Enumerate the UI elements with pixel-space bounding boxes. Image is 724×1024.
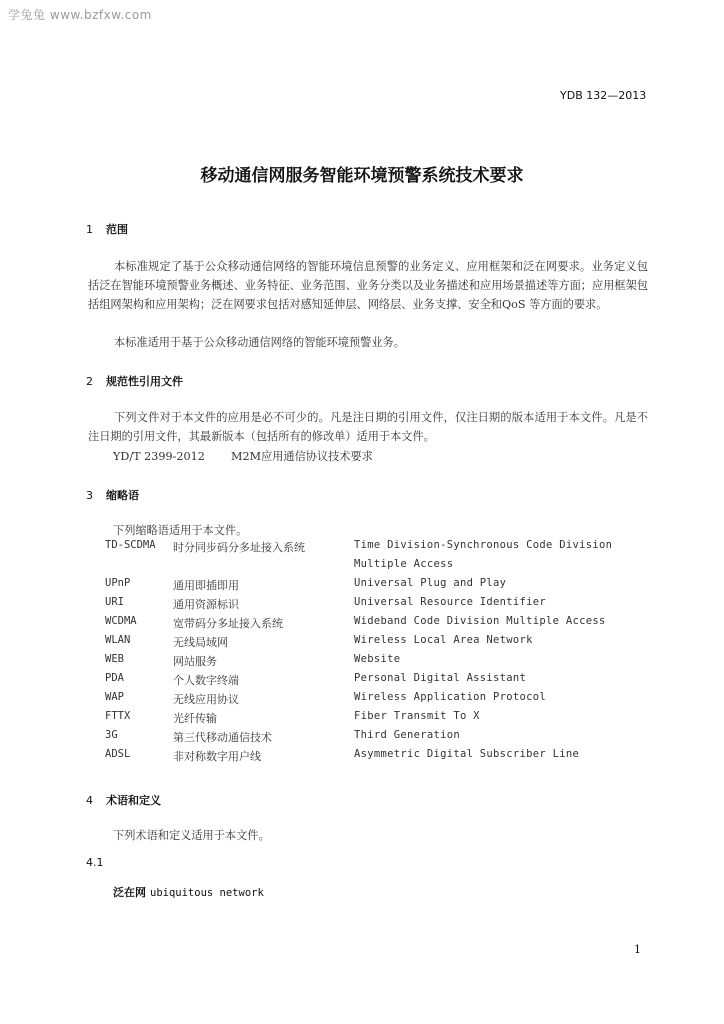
abbreviation-cell: WCDMA	[105, 615, 137, 627]
abbreviations-table	[105, 539, 640, 767]
chinese-term-cell: 通用即插即用	[173, 579, 239, 592]
section-1-title: 范围	[106, 223, 128, 236]
chinese-term-cell: 无线局域网	[173, 636, 228, 649]
section-2-number: 2	[86, 375, 93, 388]
abbreviation-row	[105, 729, 640, 748]
abbreviation-row	[105, 672, 640, 691]
abbreviation-cell: FTTX	[105, 710, 131, 722]
scope-paragraph-2: 本标准适用于基于公众移动通信网络的智能环境预警业务。	[114, 336, 405, 349]
chinese-term-cell	[173, 558, 354, 577]
section-3-title: 缩略语	[106, 489, 139, 502]
abbreviation-row	[105, 558, 640, 577]
english-term-cell: Third Generation	[354, 729, 460, 741]
clause-number: 4.1	[86, 856, 104, 869]
abbreviation-cell: TD-SCDMA	[105, 539, 156, 551]
abbreviation-cell: WLAN	[105, 634, 131, 646]
chinese-term-cell: 无线应用协议	[173, 693, 239, 706]
abbreviation-cell: URI	[105, 596, 124, 608]
normative-reference	[113, 448, 373, 464]
normative-paragraph: 下列文件对于本文件的应用是必不可少的。凡是注日期的引用文件，仅注日期的版本适用于本文件。凡是不注日期的引用文件，其最新版本（包括所有的修改单）适用于本文件。	[88, 411, 648, 443]
abbreviation-row	[105, 615, 640, 634]
abbreviation-cell: PDA	[105, 672, 124, 684]
section-3-heading	[86, 487, 139, 503]
chinese-term-cell: 非对称数字用户线	[173, 750, 261, 763]
abbreviation-cell: WEB	[105, 653, 124, 665]
english-term-cell: Fiber Transmit To X	[354, 710, 480, 722]
english-term-cell: Multiple Access	[354, 558, 454, 570]
terms-intro: 下列术语和定义适用于本文件。	[113, 829, 270, 842]
abbreviation-row	[105, 577, 640, 596]
chinese-term-cell: 宽带码分多址接入系统	[173, 617, 283, 630]
document-code: YDB 132—2013	[560, 89, 647, 102]
english-term-cell: Wireless Application Protocol	[354, 691, 547, 703]
abbreviation-row	[105, 634, 640, 653]
abbreviation-row	[105, 710, 640, 729]
abbreviation-row	[105, 748, 640, 767]
english-term-cell: Asymmetric Digital Subscriber Line	[354, 748, 580, 760]
section-1-number: 1	[86, 223, 93, 236]
document-title: 移动通信网服务智能环境预警系统技术要求	[200, 166, 524, 186]
watermark: 学兔兔 www.bzfxw.com	[8, 8, 152, 22]
chinese-term-cell: 个人数字终端	[173, 674, 239, 687]
abbreviation-cell	[105, 558, 173, 577]
section-4-heading	[86, 792, 161, 808]
section-4-number: 4	[86, 794, 93, 807]
abbreviation-cell: WAP	[105, 691, 124, 703]
scope-paragraph-1: 本标准规定了基于公众移动通信网络的智能环境信息预警的业务定义、应用框架和泛在网要求。业务定义包括泛在智能环境预警业务概述、业务特征、业务范围、业务分类以及业务描述和应用场景描述等方面；应用框架包括组网架构和应用架构；泛在网要求包括对感知延伸层、网络层、业务支撑、安全和QoS 等方面的要求。	[88, 260, 648, 311]
term-entry	[113, 884, 264, 900]
chinese-term-cell: 时分同步码分多址接入系统	[173, 541, 305, 554]
abbreviation-row	[105, 653, 640, 672]
english-term-cell: Wideband Code Division Multiple Access	[354, 615, 606, 627]
reference-code: YD/T 2399-2012	[113, 450, 205, 463]
chinese-term-cell: 网站服务	[173, 655, 217, 668]
term-chinese: 泛在网	[113, 886, 146, 899]
chinese-term-cell: 第三代移动通信技术	[173, 731, 272, 744]
abbreviation-cell: ADSL	[105, 748, 131, 760]
page-number: 1	[634, 943, 641, 956]
abbreviations-intro: 下列缩略语适用于本文件。	[113, 524, 248, 537]
english-term-cell: Personal Digital Assistant	[354, 672, 527, 684]
english-term-cell: Website	[354, 653, 401, 665]
section-2-heading	[86, 373, 183, 389]
term-english: ubiquitous network	[150, 887, 264, 899]
abbreviation-row	[105, 596, 640, 615]
section-1-heading	[86, 221, 128, 237]
english-term-cell: Time Division-Synchronous Code Division	[354, 539, 613, 551]
chinese-term-cell: 光纤传输	[173, 712, 217, 725]
section-3-number: 3	[86, 489, 93, 502]
abbreviation-cell: 3G	[105, 729, 118, 741]
abbreviation-cell: UPnP	[105, 577, 131, 589]
section-4-title: 术语和定义	[106, 794, 161, 807]
english-term-cell: Universal Plug and Play	[354, 577, 507, 589]
abbreviation-row	[105, 539, 640, 558]
abbreviation-row	[105, 691, 640, 710]
english-term-cell: Universal Resource Identifier	[354, 596, 547, 608]
reference-title: M2M应用通信协议技术要求	[231, 450, 373, 463]
english-term-cell: Wireless Local Area Network	[354, 634, 533, 646]
chinese-term-cell: 通用资源标识	[173, 598, 239, 611]
section-2-title: 规范性引用文件	[106, 375, 183, 388]
